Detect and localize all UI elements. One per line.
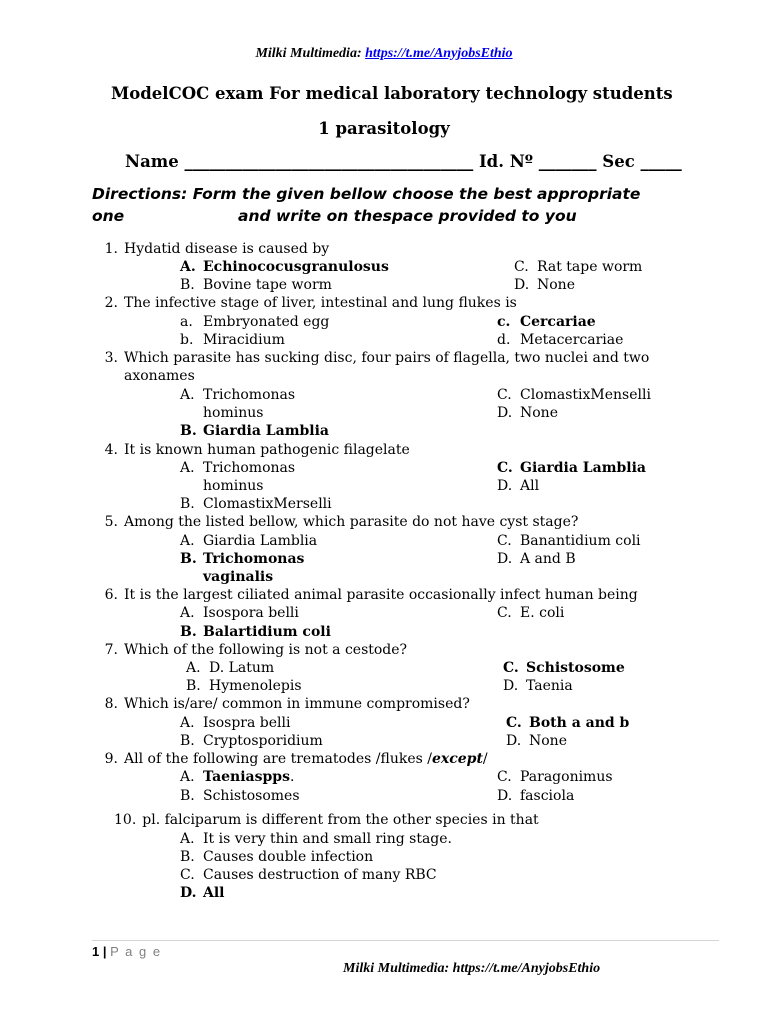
option-9b: B. Schistosomes [180,788,300,804]
option-1c: C. Rat tape worm [514,259,643,275]
header-link[interactable]: https://t.me/AnyjobsEthio [365,46,513,61]
exam-title: ModelCOC exam For medical laboratory technology students [111,84,673,103]
option-7b: B. Hymenolepis [186,678,302,694]
option-4d: D. All [497,478,540,494]
page-number: 1 | P a g e [92,944,162,959]
question-10: 10. pl. falciparum is different from the other species in that [114,812,539,828]
question-8: 8. Which is/are/ common in immune compromised? [104,696,470,712]
question-7: 7. Which of the following is not a cestode? [104,642,408,658]
option-5a: A. Giardia Lamblia [180,533,318,549]
question-3-cont: axonames [124,368,195,384]
option-9d: D. fasciola [497,788,575,804]
option-8c: C. Both a and b [506,715,630,731]
option-1a: A. Echinococusgranulosus [180,259,389,275]
option-8b: B. Cryptosporidium [180,733,323,749]
option-4a-cont: hominus [203,478,264,494]
option-2b: b. Miracidium [180,332,285,348]
option-5b-cont: vaginalis [203,569,274,585]
option-10d: D. All [180,885,225,901]
option-7c: C. Schistosome [503,660,625,676]
option-5b: B. Trichomonas [180,551,305,567]
directions-line-1: Directions: Form the given bellow choose the best appropriate [92,185,641,203]
option-2c: c. Cercariae [497,314,596,330]
option-5d: D. A and B [497,551,576,567]
exam-subject: 1 parasitology [318,119,450,138]
question-6: 6. It is the largest ciliated animal parasite occasionally infect human being [104,587,638,603]
option-2d: d. Metacercariae [497,332,624,348]
option-3c: C. ClomastixMenselli [497,387,651,403]
option-10a: A. It is very thin and small ring stage. [180,831,452,847]
option-2a: a. Embryonated egg [180,314,330,330]
question-3: 3. Which parasite has sucking disc, four pairs of flagella, two nuclei and two [104,350,650,366]
question-text: Hydatid disease is caused by [124,241,330,257]
option-4a: A. Trichomonas [180,460,296,476]
footer-divider [92,940,719,941]
option-8d: D. None [506,733,567,749]
option-3a-cont: hominus [203,405,264,421]
option-9a: A. Taeniaspps. [180,769,295,785]
option-4c: C. Giardia Lamblia [497,460,646,476]
footer-text: Milki Multimedia: https://t.me/AnyjobsEthio [343,961,601,976]
page-header [0,46,768,62]
directions-line-2b: and write on thespace provided to you [238,207,577,225]
question-9: 9. All of the following are trematodes /flukes /except/ [104,751,488,767]
question-1 [94,241,329,257]
option-10c: C. Causes destruction of many RBC [180,867,437,883]
header-label: Milki Multimedia: [255,46,362,61]
option-9c: C. Paragonimus [497,769,613,785]
option-5c: C. Banantidium coli [497,533,641,549]
option-8a: A. Isospra belli [180,715,291,731]
option-4b: B. ClomastixMerselli [180,496,332,512]
name-id-section-line: Name ___________________________________ Id. Nº _______ Sec _____ [125,152,682,171]
option-3d: D. None [497,405,558,421]
option-3a: A. Trichomonas [180,387,296,403]
option-3b: B. Giardia Lamblia [180,423,329,439]
question-2: 2. The infective stage of liver, intestinal and lung flukes is [104,295,517,311]
option-7a: A. D. Latum [186,660,275,676]
directions-line-2a: one [92,207,125,225]
question-4: 4. It is known human pathogenic filagelate [104,442,410,458]
option-6c: C. E. coli [497,605,565,621]
option-6a: A. Isospora belli [180,605,299,621]
question-number: 1. [104,241,118,257]
option-1b: B. Bovine tape worm [180,277,332,293]
question-5: 5. Among the listed bellow, which parasite do not have cyst stage? [104,514,579,530]
option-7d: D. Taenia [503,678,573,694]
option-1d: D. None [514,277,575,293]
option-10b: B. Causes double infection [180,849,374,865]
except-emphasis: except [431,751,483,767]
option-6b: B. Balartidium coli [180,624,331,640]
